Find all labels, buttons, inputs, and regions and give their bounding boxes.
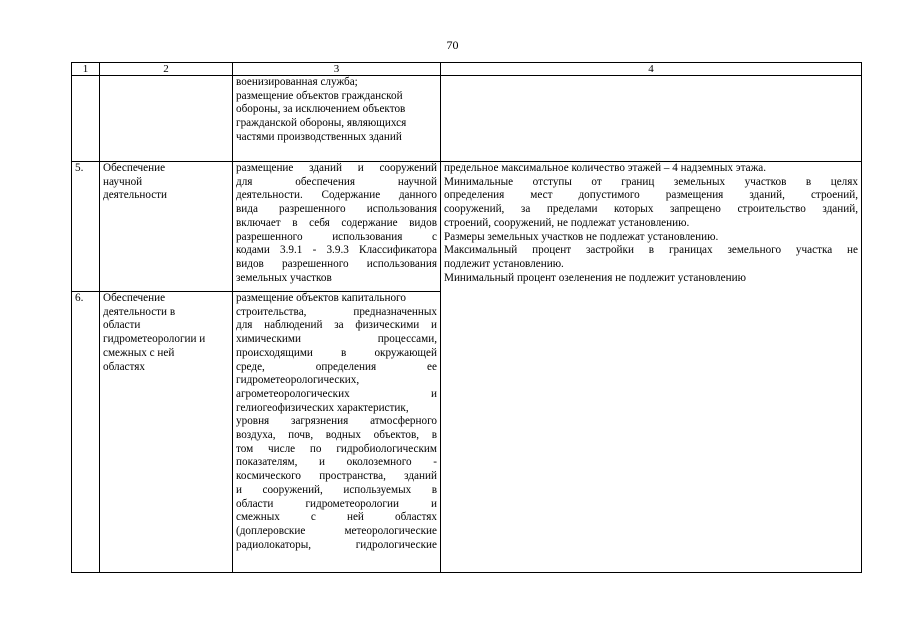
use-description-cell — [233, 76, 441, 162]
description-line: гелиогеофизических характеристик, — [236, 401, 409, 414]
description-line: для наблюдений за физическими и — [236, 319, 437, 332]
parameter-line: Размеры земельных участков не подлежат установлению. — [444, 230, 719, 243]
use-name-line: смежных с ней — [103, 346, 175, 359]
parameter-line: Минимальные отступы от границ земельных участков в целях — [444, 175, 858, 188]
parameters-cell — [441, 162, 862, 573]
description-line: размещение объектов гражданской — [236, 89, 403, 102]
description-line: происходящими в окружающей — [236, 346, 437, 359]
description-line: агрометеорологических и — [236, 387, 437, 400]
use-name-line: областях — [103, 360, 146, 373]
column-number-4: 4 — [441, 63, 862, 76]
description-line: строительства, предназначенных — [236, 305, 437, 318]
column-number-2: 2 — [100, 63, 233, 76]
description-line: частями производственных зданий — [236, 130, 402, 143]
description-line: гидрометеорологических, — [236, 374, 360, 387]
description-line: размещение объектов капитального — [236, 292, 406, 304]
description-line: показателям, и околоземного - — [236, 456, 437, 469]
description-line: смежных с ней областях — [236, 511, 437, 524]
use-name-line: Обеспечение — [103, 292, 166, 304]
use-name-cell — [100, 292, 233, 573]
description-line: том числе по гидробиологическим — [236, 442, 437, 455]
use-name-line: научной — [103, 175, 143, 188]
parameter-line: подлежит установлению. — [444, 257, 564, 270]
description-line: земельных участков — [236, 271, 332, 284]
parameter-line: Минимальный процент озеленения не подлежит установлению — [444, 271, 746, 284]
use-description-cell — [233, 292, 441, 573]
description-line: деятельности. Содержание данного — [236, 189, 437, 202]
parameter-line: сооружений, за пределами которых запрещено строительство зданий, — [444, 203, 858, 216]
description-line: среде, определения ее — [236, 360, 437, 373]
use-name-line: деятельности в — [103, 305, 176, 318]
use-name-cell — [100, 76, 233, 162]
use-name-line: Обеспечение — [103, 162, 166, 174]
description-line: области гидрометеорологии и — [236, 497, 437, 510]
land-use-table — [71, 62, 862, 573]
description-line: видов разрешенного использования — [236, 257, 437, 270]
description-line: (доплеровские метеорологические — [236, 524, 437, 537]
column-number-3: 3 — [233, 63, 441, 76]
parameters-cell — [441, 76, 862, 162]
description-line: кодами 3.9.1 - 3.9.3 Классификатора — [236, 244, 437, 257]
table-row — [72, 162, 862, 292]
row-number-cell — [72, 76, 100, 162]
description-line: уровня загрязнения атмосферного — [236, 415, 437, 428]
table-row-continued — [72, 76, 862, 162]
parameter-line: Максимальный процент застройки в границах земельного участка не — [444, 244, 858, 257]
parameter-line: определения мест допустимого размещения зданий, строений, — [444, 189, 858, 202]
description-line: разрешенного использования с — [236, 230, 437, 243]
description-line: включает в себя содержание видов — [236, 216, 437, 229]
use-name-line: области — [103, 319, 141, 332]
column-number-row — [72, 63, 862, 76]
description-line: размещение зданий и сооружений — [236, 162, 437, 174]
row-number-cell: 6. — [72, 292, 100, 573]
description-line: воздуха, почв, водных объектов, в — [236, 429, 437, 442]
description-line: вида разрешенного использования — [236, 203, 437, 216]
description-line: химическими процессами, — [236, 333, 437, 346]
page-number: 70 — [446, 38, 459, 52]
parameter-line: предельное максимальное количество этажей – 4 надземных этажа. — [444, 162, 767, 174]
description-line: военизированная служба; — [236, 76, 358, 88]
parameter-line: строений, сооружений, не подлежат установлению. — [444, 216, 690, 229]
use-name-cell — [100, 162, 233, 292]
description-line: гражданской обороны, являющихся — [236, 117, 407, 130]
description-line: для обеспечения научной — [236, 175, 437, 188]
description-line: космического пространства, зданий — [236, 470, 437, 483]
use-description-cell — [233, 162, 441, 292]
row-number-cell: 5. — [72, 162, 100, 292]
description-line: и сооружений, используемых в — [236, 483, 437, 496]
column-number-1: 1 — [72, 63, 100, 76]
use-name-line: деятельности — [103, 189, 168, 202]
use-name-line: гидрометеорологии и — [103, 333, 206, 346]
description-line: радиолокаторы, гидрологические — [236, 538, 437, 551]
description-line: обороны, за исключением объектов — [236, 103, 406, 116]
